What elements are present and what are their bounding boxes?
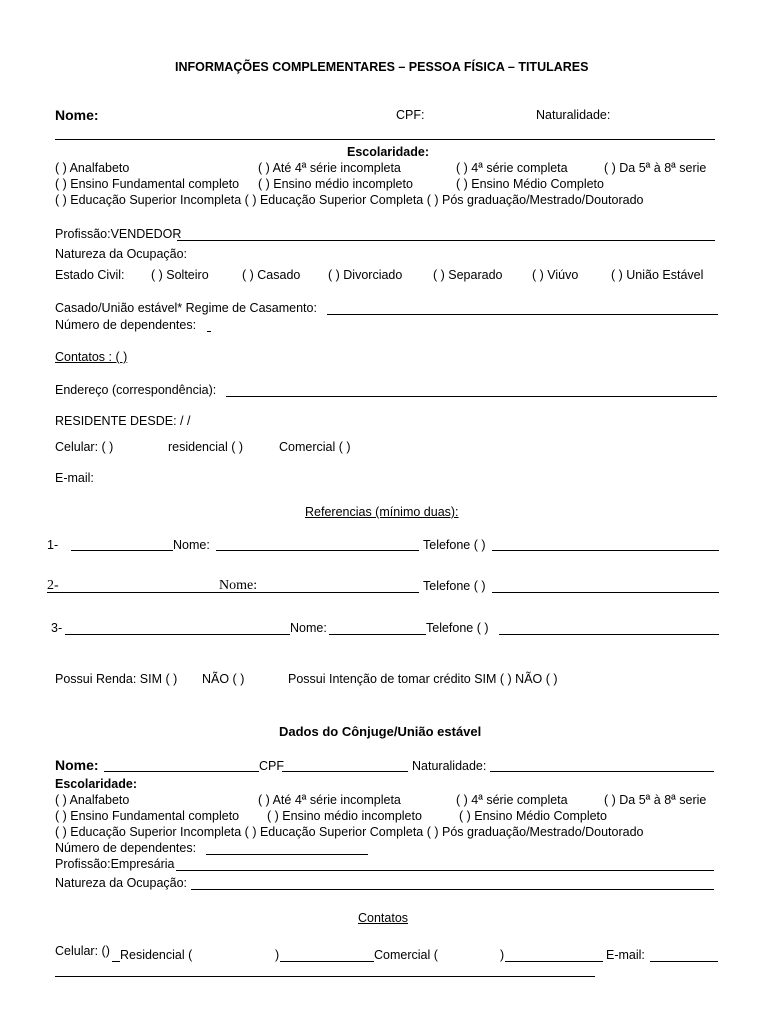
estado-civil-option[interactable]: ( ) Divorciado: [328, 268, 403, 282]
ref3-number: 3-: [51, 621, 63, 635]
ref1-field-line[interactable]: [71, 550, 173, 551]
renda-nao-label: NÃO ( ): [202, 672, 245, 686]
conjuge-cpf-label: CPF: [259, 759, 284, 773]
esc-option[interactable]: ( ) Ensino médio incompleto: [258, 177, 413, 191]
estado-civil-option[interactable]: ( ) Solteiro: [151, 268, 209, 282]
conjuge-nome-line[interactable]: [104, 771, 259, 772]
ref1-telefone-line[interactable]: [492, 550, 719, 551]
estado-civil-option[interactable]: ( ) Casado: [242, 268, 301, 282]
esc-option[interactable]: ( ) 4ª série completa: [456, 161, 568, 175]
comercial-label: Comercial ( ): [279, 440, 351, 454]
contatos2-residencial-close: ): [275, 948, 280, 962]
residencial-label: residencial ( ): [168, 440, 244, 454]
ref2-nome-label: Nome:: [219, 578, 258, 593]
contatos2-comercial-line[interactable]: [505, 961, 603, 962]
estado-civil-option[interactable]: ( ) Separado: [433, 268, 503, 282]
email-label: E-mail:: [55, 471, 94, 485]
contatos2-email-line[interactable]: [650, 961, 718, 962]
conjuge-naturalidade-label: Naturalidade:: [412, 759, 487, 773]
profissao-label: Profissão:VENDEDOR: [55, 227, 182, 241]
dependentes-field-line[interactable]: [207, 331, 211, 332]
esc-option[interactable]: ( ) Até 4ª série incompleta: [258, 161, 401, 175]
conjuge-esc-option[interactable]: ( ) 4ª série completa: [456, 793, 568, 807]
conjuge-nome-label: Nome:: [55, 757, 99, 773]
conjuge-dependentes-label: Número de dependentes:: [55, 841, 197, 855]
conjuge-heading: Dados do Cônjuge/União estável: [279, 724, 482, 739]
conjuge-dependentes-line[interactable]: [206, 854, 368, 855]
contatos2-residencial-line[interactable]: [280, 961, 374, 962]
conjuge-esc-option[interactable]: ( ) Da 5ª à 8ª serie: [604, 793, 707, 807]
contatos2-residencial-label: Residencial (: [120, 948, 193, 962]
conjuge-esc-option[interactable]: ( ) Ensino médio incompleto: [267, 809, 422, 823]
dependentes-label: Número de dependentes:: [55, 318, 197, 332]
contatos2-comercial-close: ): [500, 948, 505, 962]
contatos2-extra-line[interactable]: [55, 976, 595, 977]
cpf-label: CPF:: [396, 108, 425, 122]
nome-field-line[interactable]: [55, 139, 715, 140]
contatos2-comercial-label: Comercial (: [374, 948, 438, 962]
conjuge-escolaridade-heading: Escolaridade:: [55, 777, 137, 791]
contatos-heading: Contatos : ( ): [55, 350, 128, 364]
ref2-telefone-label: Telefone ( ): [423, 579, 486, 593]
endereco-label: Endereço (correspondência):: [55, 383, 217, 397]
ref3-telefone-label: Telefone ( ): [426, 621, 489, 635]
ref1-nome-line[interactable]: [216, 550, 419, 551]
natureza-label: Natureza da Ocupação:: [55, 247, 188, 261]
esc-option-row3[interactable]: ( ) Educação Superior Incompleta ( ) Educação Superior Completa ( ) Pós graduação/Mestrado/Doutorado: [55, 193, 644, 207]
contatos2-heading: Contatos: [358, 911, 409, 925]
nome-label: Nome:: [55, 107, 99, 123]
conjuge-esc-option-row3[interactable]: ( ) Educação Superior Incompleta ( ) Educação Superior Completa ( ) Pós graduação/Mestrado/Doutorado: [55, 825, 644, 839]
form-title: INFORMAÇÕES COMPLEMENTARES – PESSOA FÍSICA – TITULARES: [175, 60, 589, 74]
estado-civil-option[interactable]: ( ) Viúvo: [532, 268, 579, 282]
regime-label: Casado/União estável* Regime de Casamento:: [55, 301, 317, 315]
celular-label: Celular: ( ): [55, 440, 114, 454]
referencias-heading: Referencias (mínimo duas):: [305, 505, 459, 519]
regime-field-line[interactable]: [327, 314, 718, 315]
profissao-field-line[interactable]: [177, 240, 715, 241]
conjuge-cpf-line[interactable]: [282, 771, 408, 772]
conjuge-naturalidade-line[interactable]: [490, 771, 714, 772]
ref3-field-line[interactable]: [65, 634, 290, 635]
esc-option[interactable]: ( ) Da 5ª à 8ª serie: [604, 161, 707, 175]
contatos2-email-label: E-mail:: [606, 948, 645, 962]
ref1-nome-label: Nome:: [173, 538, 210, 552]
endereco-field-line[interactable]: [226, 396, 717, 397]
conjuge-esc-option[interactable]: ( ) Ensino Médio Completo: [459, 809, 607, 823]
conjuge-profissao-label: Profissão:Empresária: [55, 857, 175, 871]
ref3-nome-line[interactable]: [329, 634, 426, 635]
ref2-telefone-line[interactable]: [492, 592, 719, 593]
possui-renda-label: Possui Renda: SIM ( ): [55, 672, 178, 686]
ref2-number: 2-: [47, 578, 59, 593]
conjuge-esc-option[interactable]: ( ) Ensino Fundamental completo: [55, 809, 240, 823]
contatos2-celular-line[interactable]: [112, 961, 120, 962]
ref1-telefone-label: Telefone ( ): [423, 538, 486, 552]
conjuge-esc-option[interactable]: ( ) Analfabeto: [55, 793, 130, 807]
conjuge-natureza-label: Natureza da Ocupação:: [55, 876, 188, 890]
estado-civil-label: Estado Civil:: [55, 268, 125, 282]
naturalidade-label: Naturalidade:: [536, 108, 611, 122]
esc-option[interactable]: ( ) Analfabeto: [55, 161, 130, 175]
esc-option[interactable]: ( ) Ensino Fundamental completo: [55, 177, 240, 191]
ref1-number: 1-: [47, 538, 59, 552]
conjuge-profissao-line[interactable]: [176, 870, 714, 871]
contatos2-celular-label: Celular: (): [55, 944, 110, 958]
residente-label: RESIDENTE DESDE: / /: [55, 414, 191, 428]
ref3-nome-label: Nome:: [290, 621, 327, 635]
esc-option[interactable]: ( ) Ensino Médio Completo: [456, 177, 604, 191]
intencao-credito-label: Possui Intenção de tomar crédito SIM ( ) NÃO ( ): [288, 672, 558, 686]
estado-civil-option[interactable]: ( ) União Estável: [611, 268, 704, 282]
conjuge-esc-option[interactable]: ( ) Até 4ª série incompleta: [258, 793, 401, 807]
ref3-telefone-line[interactable]: [499, 634, 719, 635]
escolaridade-heading: Escolaridade:: [347, 145, 429, 159]
conjuge-natureza-line[interactable]: [191, 889, 714, 890]
